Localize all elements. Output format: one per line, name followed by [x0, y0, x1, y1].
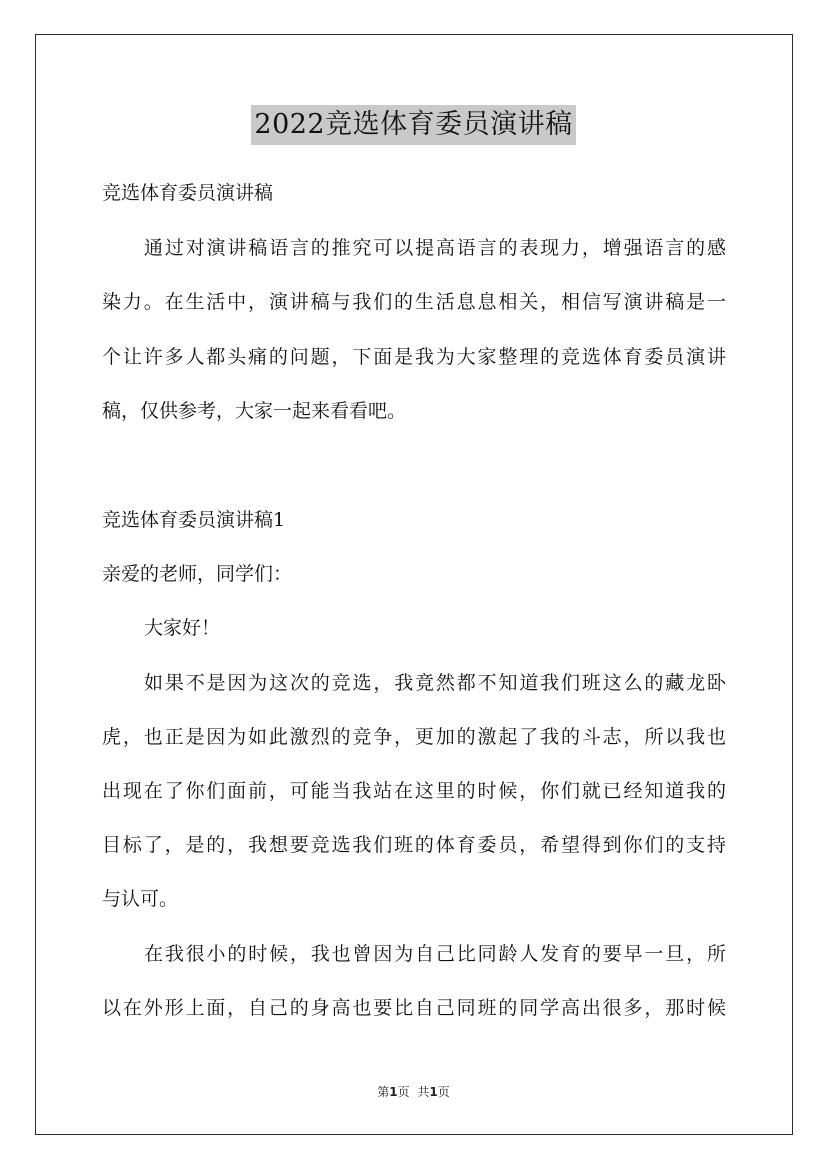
paragraph-line: 与认可。 — [102, 888, 179, 910]
footer-total-prefix: 共 — [417, 1085, 430, 1099]
paragraph-line: 虎，也正是因为如此激烈的竞争，更加的激起了我的斗志，所以我也 — [102, 726, 726, 748]
footer-total-pages: 1 — [429, 1085, 438, 1099]
paragraph-line: 目标了，是的，我想要竞选我们班的体育委员，希望得到你们的支持 — [102, 834, 726, 856]
salutation: 亲爱的老师，同学们： — [102, 563, 293, 585]
footer-page-suffix: 页 — [397, 1085, 410, 1099]
document-title — [0, 103, 827, 145]
paragraph-line: 出现在了你们面前，可能当我站在这里的时候，你们就已经知道我的 — [102, 780, 726, 802]
section-heading: 竞选体育委员演讲稿 — [102, 182, 274, 204]
paragraph-line: 通过对演讲稿语言的推究可以提高语言的表现力，增强语言的感 — [144, 237, 726, 259]
footer-page-number: 1 — [389, 1085, 398, 1099]
paragraph-line: 稿，仅供参考，大家一起来看看吧。 — [102, 400, 407, 422]
footer-page-prefix: 第 — [377, 1085, 390, 1099]
paragraph-line: 染力。在生活中，演讲稿与我们的生活息息相关，相信写演讲稿是一 — [102, 291, 726, 313]
document-title-text: 2022竞选体育委员演讲稿 — [251, 105, 575, 145]
paragraph-line: 如果不是因为这次的竞选，我竟然都不知道我们班这么的藏龙卧 — [144, 672, 726, 694]
footer-total-suffix: 页 — [437, 1085, 450, 1099]
greeting: 大家好！ — [144, 617, 221, 639]
paragraph-line: 以在外形上面，自己的身高也要比自己同班的同学高出很多，那时候 — [102, 997, 726, 1019]
section-heading: 竞选体育委员演讲稿1 — [102, 509, 286, 531]
paragraph-line: 个让许多人都头痛的问题，下面是我为大家整理的竞选体育委员演讲 — [102, 346, 726, 368]
page-footer — [0, 1083, 827, 1101]
paragraph-line: 在我很小的时候，我也曾因为自己比同龄人发育的要早一旦，所 — [144, 943, 726, 965]
